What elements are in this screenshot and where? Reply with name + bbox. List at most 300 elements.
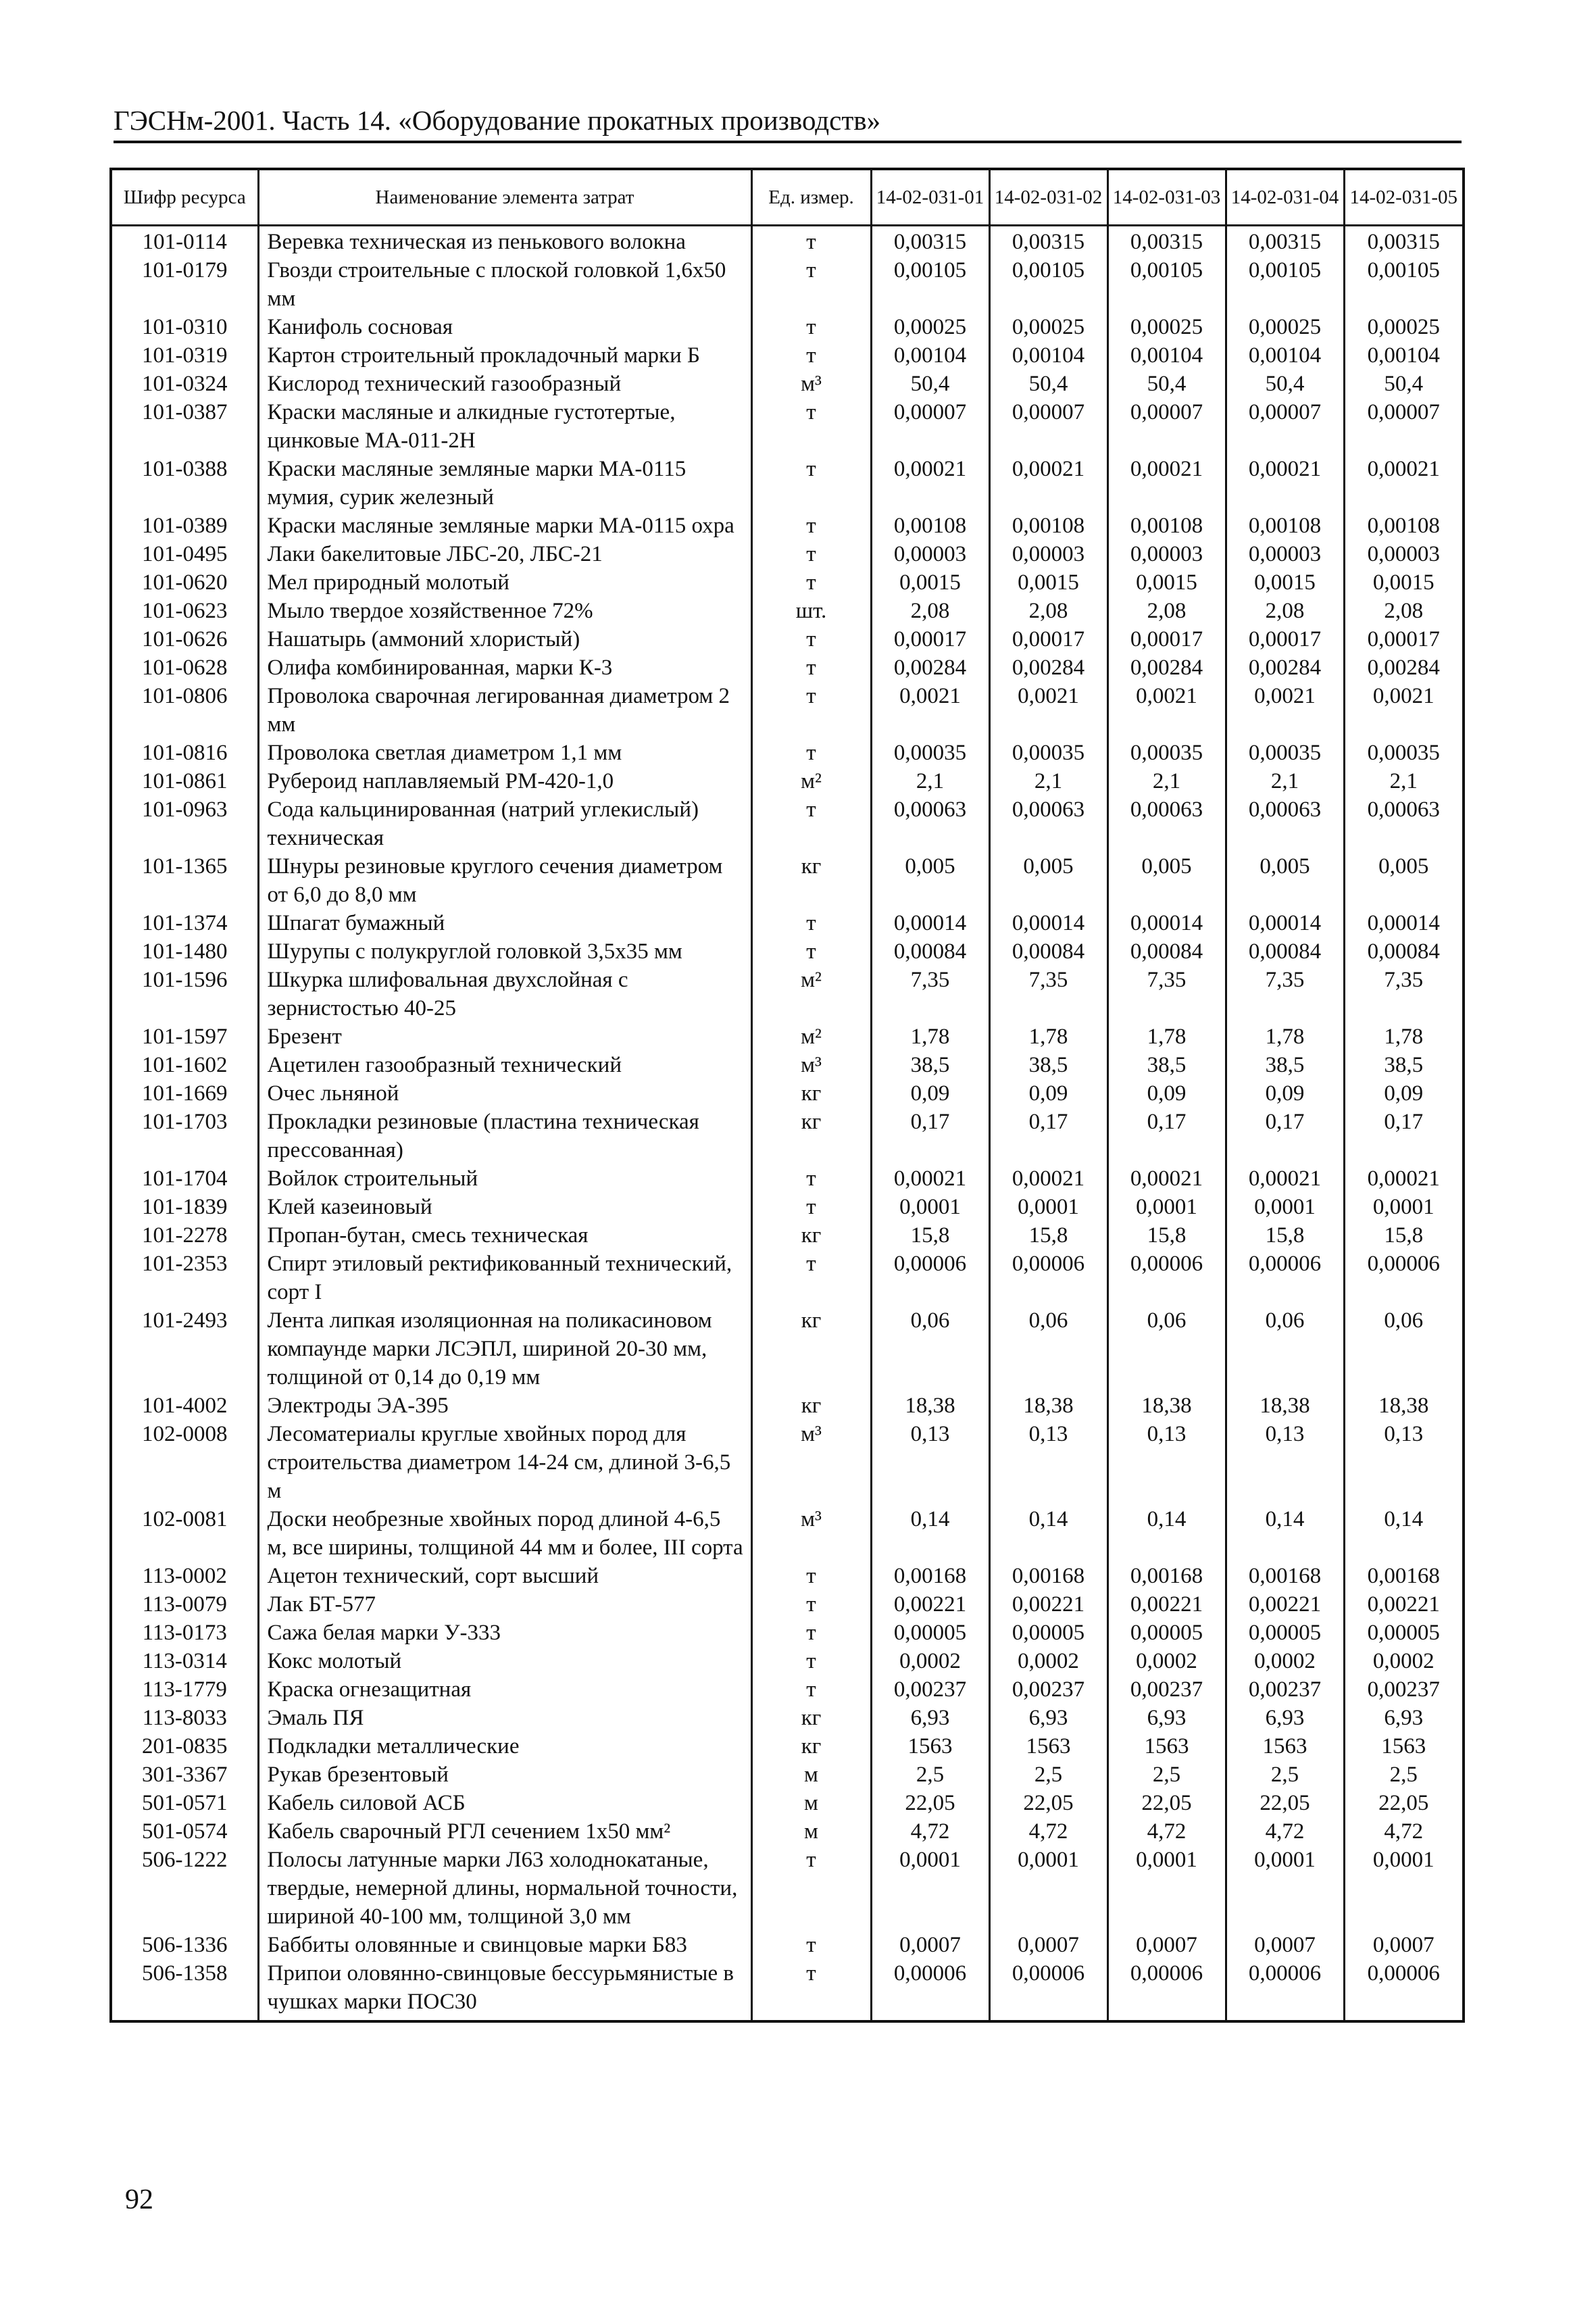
value-cell-4: 1563 xyxy=(1226,1732,1344,1761)
value-cell-4: 0,0002 xyxy=(1226,1647,1344,1675)
resource-code-cell: 101-2353 xyxy=(111,1250,258,1306)
value-cell-3: 0,00105 xyxy=(1107,256,1226,313)
value-cell-5: 38,5 xyxy=(1344,1051,1464,1079)
value-cell-2: 0,005 xyxy=(989,852,1107,909)
table-row xyxy=(111,1590,1464,1619)
value-cell-1: 15,8 xyxy=(871,1221,989,1250)
value-cell-2: 0,00284 xyxy=(989,654,1107,682)
table-row xyxy=(111,682,1464,739)
value-cell-2: 0,00006 xyxy=(989,1250,1107,1306)
table-row xyxy=(111,625,1464,654)
value-cell-1: 0,00006 xyxy=(871,1250,989,1306)
value-cell-5: 22,05 xyxy=(1344,1789,1464,1817)
resource-code-cell: 101-1596 xyxy=(111,966,258,1023)
value-cell-1: 50,4 xyxy=(871,370,989,398)
value-cell-3: 22,05 xyxy=(1107,1789,1226,1817)
value-cell-5: 0,09 xyxy=(1344,1079,1464,1108)
value-cell-1: 0,00105 xyxy=(871,256,989,313)
value-cell-3: 0,00005 xyxy=(1107,1619,1226,1647)
table-row xyxy=(111,597,1464,625)
unit-cell: т xyxy=(751,1959,871,2021)
unit-cell: кг xyxy=(751,1732,871,1761)
table-row xyxy=(111,1959,1464,2021)
value-cell-1: 0,00021 xyxy=(871,455,989,512)
unit-cell: т xyxy=(751,568,871,597)
value-cell-1: 0,00025 xyxy=(871,313,989,341)
resource-code-cell: 102-0081 xyxy=(111,1505,258,1562)
value-cell-1: 0,17 xyxy=(871,1108,989,1164)
table-row xyxy=(111,654,1464,682)
unit-cell: шт. xyxy=(751,597,871,625)
unit-cell: т xyxy=(751,398,871,455)
table-row xyxy=(111,1079,1464,1108)
value-cell-2: 0,09 xyxy=(989,1079,1107,1108)
table-row xyxy=(111,1761,1464,1789)
unit-cell: кг xyxy=(751,1306,871,1392)
value-cell-3: 0,00007 xyxy=(1107,398,1226,455)
value-cell-3: 0,0007 xyxy=(1107,1931,1226,1959)
value-cell-5: 0,00005 xyxy=(1344,1619,1464,1647)
value-cell-1: 0,00221 xyxy=(871,1590,989,1619)
table-row xyxy=(111,226,1464,257)
value-cell-1: 7,35 xyxy=(871,966,989,1023)
value-cell-3: 0,00084 xyxy=(1107,937,1226,966)
table-row xyxy=(111,1675,1464,1704)
table-row xyxy=(111,767,1464,795)
value-cell-4: 0,00014 xyxy=(1226,909,1344,937)
value-cell-4: 0,0021 xyxy=(1226,682,1344,739)
value-cell-2: 1,78 xyxy=(989,1023,1107,1051)
resource-name-cell: Эмаль ПЯ xyxy=(258,1704,751,1732)
value-cell-1: 0,14 xyxy=(871,1505,989,1562)
value-cell-3: 0,00168 xyxy=(1107,1562,1226,1590)
unit-cell: кг xyxy=(751,1108,871,1164)
value-cell-5: 0,0002 xyxy=(1344,1647,1464,1675)
value-cell-1: 0,13 xyxy=(871,1420,989,1505)
unit-cell: т xyxy=(751,540,871,568)
value-cell-5: 0,00104 xyxy=(1344,341,1464,370)
value-cell-1: 0,00035 xyxy=(871,739,989,767)
table-row xyxy=(111,1193,1464,1221)
table-row xyxy=(111,313,1464,341)
value-cell-1: 0,00108 xyxy=(871,512,989,540)
resource-code-cell: 113-0314 xyxy=(111,1647,258,1675)
value-cell-1: 0,00021 xyxy=(871,1164,989,1193)
value-cell-1: 0,0021 xyxy=(871,682,989,739)
value-cell-3: 0,13 xyxy=(1107,1420,1226,1505)
value-cell-5: 0,00003 xyxy=(1344,540,1464,568)
table-row xyxy=(111,1164,1464,1193)
resource-name-cell: Краски масляные и алкидные густотертые, цинковые МА-011-2Н xyxy=(258,398,751,455)
value-cell-4: 0,0001 xyxy=(1226,1846,1344,1931)
table-row xyxy=(111,455,1464,512)
value-cell-5: 0,0001 xyxy=(1344,1193,1464,1221)
value-cell-3: 0,0015 xyxy=(1107,568,1226,597)
resource-name-cell: Проволока светлая диаметром 1,1 мм xyxy=(258,739,751,767)
value-cell-1: 2,08 xyxy=(871,597,989,625)
resource-name-cell: Прокладки резиновые (пластина техническая прессованная) xyxy=(258,1108,751,1164)
resource-name-cell: Рубероид наплавляемый РМ-420-1,0 xyxy=(258,767,751,795)
value-cell-5: 0,005 xyxy=(1344,852,1464,909)
resource-code-cell: 101-0388 xyxy=(111,455,258,512)
resource-name-cell: Мел природный молотый xyxy=(258,568,751,597)
value-cell-2: 0,0021 xyxy=(989,682,1107,739)
resource-name-cell: Кислород технический газообразный xyxy=(258,370,751,398)
value-cell-1: 0,0001 xyxy=(871,1193,989,1221)
value-cell-3: 0,0001 xyxy=(1107,1846,1226,1931)
unit-cell: т xyxy=(751,1619,871,1647)
page-number: 92 xyxy=(125,2184,153,2215)
resource-name-cell: Шнуры резиновые круглого сечения диаметром от 6,0 до 8,0 мм xyxy=(258,852,751,909)
value-cell-3: 0,00021 xyxy=(1107,455,1226,512)
value-cell-4: 0,0015 xyxy=(1226,568,1344,597)
table-row xyxy=(111,1023,1464,1051)
unit-cell: т xyxy=(751,226,871,257)
value-cell-3: 0,06 xyxy=(1107,1306,1226,1392)
resource-name-cell: Лесоматериалы круглые хвойных пород для строительства диаметром 14-24 см, длиной 3-6,5 м xyxy=(258,1420,751,1505)
value-cell-3: 0,00006 xyxy=(1107,1250,1226,1306)
value-cell-5: 0,00007 xyxy=(1344,398,1464,455)
value-cell-2: 0,00021 xyxy=(989,455,1107,512)
value-cell-2: 4,72 xyxy=(989,1817,1107,1846)
value-cell-1: 22,05 xyxy=(871,1789,989,1817)
value-cell-2: 2,08 xyxy=(989,597,1107,625)
unit-cell: м³ xyxy=(751,1505,871,1562)
value-cell-4: 0,00108 xyxy=(1226,512,1344,540)
unit-cell: т xyxy=(751,1193,871,1221)
value-cell-3: 0,00035 xyxy=(1107,739,1226,767)
value-cell-5: 50,4 xyxy=(1344,370,1464,398)
value-cell-1: 2,5 xyxy=(871,1761,989,1789)
value-cell-3: 0,14 xyxy=(1107,1505,1226,1562)
value-cell-2: 0,0001 xyxy=(989,1193,1107,1221)
col-header-c4: 14-02-031-04 xyxy=(1226,169,1344,226)
resource-name-cell: Войлок строительный xyxy=(258,1164,751,1193)
value-cell-4: 0,005 xyxy=(1226,852,1344,909)
value-cell-3: 0,005 xyxy=(1107,852,1226,909)
value-cell-5: 2,5 xyxy=(1344,1761,1464,1789)
value-cell-1: 18,38 xyxy=(871,1392,989,1420)
resource-name-cell: Кокс молотый xyxy=(258,1647,751,1675)
table-row xyxy=(111,1108,1464,1164)
value-cell-4: 4,72 xyxy=(1226,1817,1344,1846)
unit-cell: кг xyxy=(751,1704,871,1732)
value-cell-4: 0,00006 xyxy=(1226,1959,1344,2021)
value-cell-1: 0,0001 xyxy=(871,1846,989,1931)
table-row xyxy=(111,1562,1464,1590)
value-cell-1: 0,00104 xyxy=(871,341,989,370)
page-header: ГЭСНм-2001. Часть 14. «Оборудование прокатных производств» xyxy=(114,101,1462,143)
unit-cell: т xyxy=(751,341,871,370)
unit-cell: т xyxy=(751,1931,871,1959)
value-cell-4: 1,78 xyxy=(1226,1023,1344,1051)
value-cell-2: 0,00104 xyxy=(989,341,1107,370)
value-cell-4: 0,00003 xyxy=(1226,540,1344,568)
value-cell-2: 15,8 xyxy=(989,1221,1107,1250)
resource-code-cell: 506-1358 xyxy=(111,1959,258,2021)
value-cell-5: 0,00014 xyxy=(1344,909,1464,937)
value-cell-4: 0,09 xyxy=(1226,1079,1344,1108)
value-cell-1: 0,0015 xyxy=(871,568,989,597)
resource-code-cell: 101-0963 xyxy=(111,795,258,852)
value-cell-3: 0,17 xyxy=(1107,1108,1226,1164)
value-cell-2: 0,00221 xyxy=(989,1590,1107,1619)
unit-cell: т xyxy=(751,1647,871,1675)
value-cell-4: 0,00035 xyxy=(1226,739,1344,767)
unit-cell: т xyxy=(751,1164,871,1193)
value-cell-2: 0,00007 xyxy=(989,398,1107,455)
table-row xyxy=(111,966,1464,1023)
resource-name-cell: Подкладки металлические xyxy=(258,1732,751,1761)
value-cell-3: 2,08 xyxy=(1107,597,1226,625)
value-cell-5: 18,38 xyxy=(1344,1392,1464,1420)
value-cell-3: 38,5 xyxy=(1107,1051,1226,1079)
value-cell-3: 0,00025 xyxy=(1107,313,1226,341)
value-cell-4: 0,00005 xyxy=(1226,1619,1344,1647)
value-cell-4: 6,93 xyxy=(1226,1704,1344,1732)
value-cell-3: 6,93 xyxy=(1107,1704,1226,1732)
value-cell-5: 0,00237 xyxy=(1344,1675,1464,1704)
value-cell-4: 0,00084 xyxy=(1226,937,1344,966)
col-header-name: Наименование элемента затрат xyxy=(258,169,751,226)
unit-cell: т xyxy=(751,654,871,682)
resource-code-cell: 113-8033 xyxy=(111,1704,258,1732)
value-cell-1: 0,00168 xyxy=(871,1562,989,1590)
resource-name-cell: Проволока сварочная легированная диаметром 2 мм xyxy=(258,682,751,739)
resource-name-cell: Ацетилен газообразный технический xyxy=(258,1051,751,1079)
value-cell-2: 50,4 xyxy=(989,370,1107,398)
unit-cell: т xyxy=(751,795,871,852)
value-cell-1: 1563 xyxy=(871,1732,989,1761)
value-cell-5: 1563 xyxy=(1344,1732,1464,1761)
value-cell-4: 15,8 xyxy=(1226,1221,1344,1250)
resource-code-cell: 102-0008 xyxy=(111,1420,258,1505)
value-cell-5: 0,00105 xyxy=(1344,256,1464,313)
resource-code-cell: 101-0495 xyxy=(111,540,258,568)
resource-code-cell: 101-0861 xyxy=(111,767,258,795)
table-row xyxy=(111,540,1464,568)
value-cell-2: 0,0015 xyxy=(989,568,1107,597)
resource-code-cell: 501-0571 xyxy=(111,1789,258,1817)
value-cell-1: 0,00003 xyxy=(871,540,989,568)
value-cell-5: 0,00108 xyxy=(1344,512,1464,540)
unit-cell: т xyxy=(751,256,871,313)
value-cell-3: 4,72 xyxy=(1107,1817,1226,1846)
resource-name-cell: Лак БТ-577 xyxy=(258,1590,751,1619)
value-cell-1: 0,00084 xyxy=(871,937,989,966)
value-cell-1: 0,00006 xyxy=(871,1959,989,2021)
value-cell-4: 0,00021 xyxy=(1226,455,1344,512)
resource-code-cell: 101-0319 xyxy=(111,341,258,370)
value-cell-2: 0,00315 xyxy=(989,226,1107,257)
resource-code-cell: 101-0620 xyxy=(111,568,258,597)
value-cell-4: 0,00104 xyxy=(1226,341,1344,370)
table-row xyxy=(111,370,1464,398)
value-cell-1: 0,00284 xyxy=(871,654,989,682)
resource-code-cell: 101-0628 xyxy=(111,654,258,682)
value-cell-5: 0,00168 xyxy=(1344,1562,1464,1590)
value-cell-5: 0,00063 xyxy=(1344,795,1464,852)
unit-cell: т xyxy=(751,512,871,540)
col-header-unit: Ед. измер. xyxy=(751,169,871,226)
resource-name-cell: Спирт этиловый ректификованный технический, сорт I xyxy=(258,1250,751,1306)
col-header-c2: 14-02-031-02 xyxy=(989,169,1107,226)
resource-name-cell: Доски необрезные хвойных пород длиной 4-6,5 м, все ширины, толщиной 44 мм и более, III сорта xyxy=(258,1505,751,1562)
value-cell-4: 0,00025 xyxy=(1226,313,1344,341)
value-cell-2: 0,00168 xyxy=(989,1562,1107,1590)
value-cell-1: 2,1 xyxy=(871,767,989,795)
value-cell-2: 0,00021 xyxy=(989,1164,1107,1193)
value-cell-2: 0,00237 xyxy=(989,1675,1107,1704)
value-cell-2: 2,1 xyxy=(989,767,1107,795)
table-row xyxy=(111,909,1464,937)
value-cell-5: 0,06 xyxy=(1344,1306,1464,1392)
table-row xyxy=(111,1051,1464,1079)
table-row xyxy=(111,1789,1464,1817)
value-cell-1: 0,00063 xyxy=(871,795,989,852)
value-cell-3: 1,78 xyxy=(1107,1023,1226,1051)
value-cell-3: 0,00021 xyxy=(1107,1164,1226,1193)
resource-code-cell: 101-2278 xyxy=(111,1221,258,1250)
resource-code-cell: 113-0079 xyxy=(111,1590,258,1619)
unit-cell: т xyxy=(751,625,871,654)
table-body xyxy=(111,226,1464,2022)
table-row xyxy=(111,1732,1464,1761)
value-cell-4: 50,4 xyxy=(1226,370,1344,398)
value-cell-5: 2,1 xyxy=(1344,767,1464,795)
table-row xyxy=(111,937,1464,966)
value-cell-3: 15,8 xyxy=(1107,1221,1226,1250)
value-cell-1: 0,06 xyxy=(871,1306,989,1392)
value-cell-5: 4,72 xyxy=(1344,1817,1464,1846)
col-header-code: Шифр ресурса xyxy=(111,169,258,226)
resource-name-cell: Лаки бакелитовые ЛБС-20, ЛБС-21 xyxy=(258,540,751,568)
resource-code-cell: 101-1597 xyxy=(111,1023,258,1051)
resource-name-cell: Нашатырь (аммоний хлористый) xyxy=(258,625,751,654)
value-cell-4: 0,0001 xyxy=(1226,1193,1344,1221)
unit-cell: т xyxy=(751,1250,871,1306)
value-cell-4: 0,00237 xyxy=(1226,1675,1344,1704)
value-cell-5: 0,13 xyxy=(1344,1420,1464,1505)
table-row xyxy=(111,398,1464,455)
value-cell-5: 0,00025 xyxy=(1344,313,1464,341)
resource-name-cell: Олифа комбинированная, марки К-3 xyxy=(258,654,751,682)
table-row xyxy=(111,256,1464,313)
unit-cell: м xyxy=(751,1817,871,1846)
unit-cell: т xyxy=(751,682,871,739)
resource-name-cell: Пропан-бутан, смесь техническая xyxy=(258,1221,751,1250)
value-cell-5: 0,00021 xyxy=(1344,1164,1464,1193)
resource-name-cell: Лента липкая изоляционная на поликасиновом компаунде марки ЛСЭПЛ, шириной 20-30 мм, толщиной от 0,14 до 0,19 мм xyxy=(258,1306,751,1392)
resource-code-cell: 506-1336 xyxy=(111,1931,258,1959)
resource-code-cell: 101-0179 xyxy=(111,256,258,313)
value-cell-1: 0,0007 xyxy=(871,1931,989,1959)
resource-name-cell: Кабель сварочный РГЛ сечением 1x50 мм² xyxy=(258,1817,751,1846)
value-cell-5: 6,93 xyxy=(1344,1704,1464,1732)
resource-code-cell: 101-1374 xyxy=(111,909,258,937)
value-cell-1: 38,5 xyxy=(871,1051,989,1079)
value-cell-2: 0,00084 xyxy=(989,937,1107,966)
value-cell-5: 0,0007 xyxy=(1344,1931,1464,1959)
value-cell-3: 0,00221 xyxy=(1107,1590,1226,1619)
resource-name-cell: Полосы латунные марки Л63 холоднокатаные, твердые, немерной длины, нормальной точности, шириной 40-100 мм, толщиной 3,0 мм xyxy=(258,1846,751,1931)
value-cell-2: 0,14 xyxy=(989,1505,1107,1562)
value-cell-4: 0,00168 xyxy=(1226,1562,1344,1590)
value-cell-4: 0,0007 xyxy=(1226,1931,1344,1959)
resource-code-cell: 101-0626 xyxy=(111,625,258,654)
resource-code-cell: 101-1602 xyxy=(111,1051,258,1079)
value-cell-5: 0,14 xyxy=(1344,1505,1464,1562)
value-cell-3: 0,00284 xyxy=(1107,654,1226,682)
table-row xyxy=(111,1931,1464,1959)
value-cell-4: 22,05 xyxy=(1226,1789,1344,1817)
value-cell-3: 0,0001 xyxy=(1107,1193,1226,1221)
value-cell-1: 6,93 xyxy=(871,1704,989,1732)
table-row xyxy=(111,1647,1464,1675)
value-cell-1: 4,72 xyxy=(871,1817,989,1846)
value-cell-1: 0,09 xyxy=(871,1079,989,1108)
resource-name-cell: Шпагат бумажный xyxy=(258,909,751,937)
resource-code-cell: 101-0324 xyxy=(111,370,258,398)
value-cell-1: 1,78 xyxy=(871,1023,989,1051)
value-cell-2: 0,13 xyxy=(989,1420,1107,1505)
value-cell-3: 7,35 xyxy=(1107,966,1226,1023)
unit-cell: т xyxy=(751,1846,871,1931)
resource-code-cell: 101-1703 xyxy=(111,1108,258,1164)
value-cell-3: 0,0002 xyxy=(1107,1647,1226,1675)
resource-code-cell: 113-0173 xyxy=(111,1619,258,1647)
resource-code-cell: 101-0806 xyxy=(111,682,258,739)
value-cell-3: 0,00003 xyxy=(1107,540,1226,568)
resource-name-cell: Очес льняной xyxy=(258,1079,751,1108)
resource-code-cell: 101-1669 xyxy=(111,1079,258,1108)
value-cell-3: 0,00104 xyxy=(1107,341,1226,370)
value-cell-4: 7,35 xyxy=(1226,966,1344,1023)
value-cell-3: 50,4 xyxy=(1107,370,1226,398)
value-cell-4: 0,00007 xyxy=(1226,398,1344,455)
resource-name-cell: Баббиты оловянные и свинцовые марки Б83 xyxy=(258,1931,751,1959)
value-cell-2: 0,06 xyxy=(989,1306,1107,1392)
col-header-c1: 14-02-031-01 xyxy=(871,169,989,226)
resource-table-container xyxy=(109,168,1462,2023)
value-cell-3: 0,00014 xyxy=(1107,909,1226,937)
value-cell-2: 0,00108 xyxy=(989,512,1107,540)
col-header-c3: 14-02-031-03 xyxy=(1107,169,1226,226)
value-cell-1: 0,00315 xyxy=(871,226,989,257)
resource-code-cell: 101-1839 xyxy=(111,1193,258,1221)
value-cell-4: 0,17 xyxy=(1226,1108,1344,1164)
unit-cell: кг xyxy=(751,1079,871,1108)
value-cell-3: 0,09 xyxy=(1107,1079,1226,1108)
resource-name-cell: Краска огнезащитная xyxy=(258,1675,751,1704)
value-cell-2: 0,00063 xyxy=(989,795,1107,852)
value-cell-5: 0,00284 xyxy=(1344,654,1464,682)
resource-code-cell: 101-0389 xyxy=(111,512,258,540)
value-cell-1: 0,00237 xyxy=(871,1675,989,1704)
resource-name-cell: Клей казеиновый xyxy=(258,1193,751,1221)
resource-code-cell: 506-1222 xyxy=(111,1846,258,1931)
value-cell-3: 1563 xyxy=(1107,1732,1226,1761)
col-header-c5: 14-02-031-05 xyxy=(1344,169,1464,226)
value-cell-2: 0,17 xyxy=(989,1108,1107,1164)
resource-name-cell: Шурупы с полукруглой головкой 3,5x35 мм xyxy=(258,937,751,966)
table-row xyxy=(111,1846,1464,1931)
resource-name-cell: Картон строительный прокладочный марки Б xyxy=(258,341,751,370)
resource-name-cell: Сажа белая марки У-333 xyxy=(258,1619,751,1647)
value-cell-4: 0,14 xyxy=(1226,1505,1344,1562)
value-cell-4: 0,00021 xyxy=(1226,1164,1344,1193)
resource-name-cell: Краски масляные земляные марки МА-0115 охра xyxy=(258,512,751,540)
